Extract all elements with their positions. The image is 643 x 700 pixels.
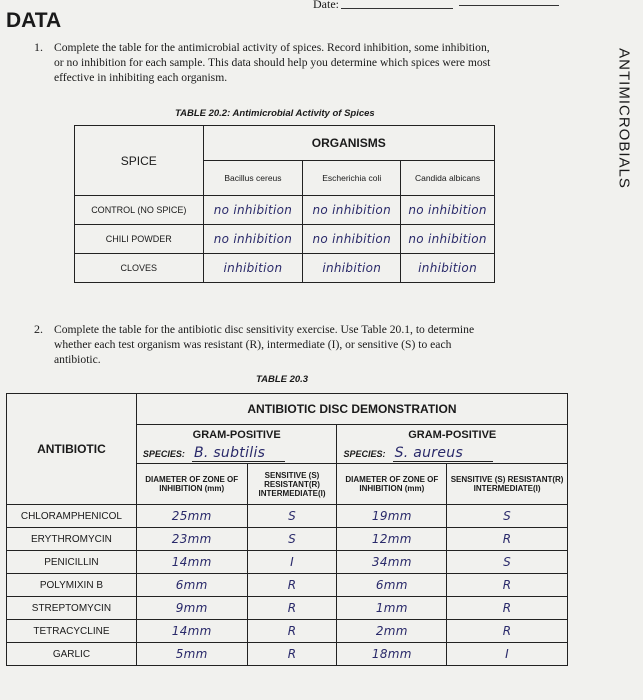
result-cell: I [447,643,568,666]
antibiotic-name: GARLIC [7,643,137,666]
spice-name: CHILI POWDER [75,225,204,254]
antibiotic-name: CHLORAMPHENICOL [7,505,137,528]
question1-number: 1. [34,40,43,54]
zone-cell: 5mm [136,643,247,666]
zone-cell: 19mm [337,505,447,528]
result-cell: no inhibition [401,225,495,254]
zone-cell: 34mm [337,551,447,574]
organism-header: Candida albicans [401,161,495,196]
species-value: B. subtilis [192,445,285,462]
result-cell: R [447,597,568,620]
group2-header [337,425,568,464]
spice-name: CLOVES [75,254,204,283]
spice-table [74,125,495,283]
organism-header: Bacillus cereus [203,161,303,196]
result-cell: S [247,528,337,551]
result-cell: S [247,505,337,528]
date-line [341,8,453,9]
result-cell: inhibition [303,254,401,283]
sri-header: SENSITIVE (S) RESISTANT(R) INTERMEDIATE(I) [447,464,568,505]
question1-line: effective in inhibiting each organism. [54,71,228,84]
antibiotic-name: POLYMIXIN B [7,574,137,597]
table-row [75,225,495,254]
sri-header: SENSITIVE (S) RESISTANT(R) INTERMEDIATE(I) [247,464,337,505]
question1-line: Complete the table for the antimicrobial activity of spices. Record inhibition, some inhibition, [54,41,490,54]
zone-cell: 9mm [136,597,247,620]
result-cell: S [447,505,568,528]
group2-label: GRAM-POSITIVE [408,428,497,441]
table2-title: ANTIBIOTIC DISC DEMONSTRATION [136,394,567,425]
zone-cell: 14mm [136,620,247,643]
result-cell: no inhibition [303,196,401,225]
question1-text [54,40,574,85]
result-cell: no inhibition [401,196,495,225]
result-cell: I [247,551,337,574]
zone-cell: 25mm [136,505,247,528]
result-cell: R [247,620,337,643]
antibiotic-table [6,393,568,666]
table-row [7,528,568,551]
question1-line: or no inhibition for each sample. This data should help you determine which spices were most [54,56,491,69]
date-label: Date: [313,0,339,11]
section-line [459,5,559,6]
table-row [7,597,568,620]
antibiotic-header: ANTIBIOTIC [7,394,137,505]
organism-header: Escherichia coli [303,161,401,196]
diameter-header: DIAMETER OF ZONE OF INHIBITION (mm) [337,464,447,505]
result-cell: R [247,643,337,666]
zone-cell: 18mm [337,643,447,666]
result-cell: R [447,620,568,643]
species-label: SPECIES: [343,448,386,459]
question2-number: 2. [34,322,43,336]
zone-cell: 2mm [337,620,447,643]
group1-label: GRAM-POSITIVE [192,428,281,441]
result-cell: no inhibition [203,196,303,225]
table-row [75,196,495,225]
spice-header: SPICE [75,126,204,196]
species-label: SPECIES: [142,448,185,459]
organisms-header: ORGANISMS [203,126,494,161]
antibiotic-name: ERYTHROMYCIN [7,528,137,551]
table-row [7,574,568,597]
zone-cell: 14mm [136,551,247,574]
diameter-header: DIAMETER OF ZONE OF INHIBITION (mm) [136,464,247,505]
side-label [612,0,632,240]
question2-text [54,322,554,367]
table-row [75,254,495,283]
result-cell: R [447,528,568,551]
table-row [7,620,568,643]
zone-cell: 1mm [337,597,447,620]
result-cell: R [447,574,568,597]
result-cell: no inhibition [303,225,401,254]
question2-line: Complete the table for the antibiotic disc sensitivity exercise. Use Table 20.1, to determine [54,323,475,336]
question2-line: antibiotic. [54,353,101,366]
zone-cell: 6mm [337,574,447,597]
table1-caption: TABLE 20.2: Antimicrobial Activity of Spices [175,108,375,119]
species-value: S. aureus [393,445,493,462]
zone-cell: 6mm [136,574,247,597]
result-cell: S [447,551,568,574]
side-label-text: ANTIMICROBIALS [615,48,633,189]
result-cell: inhibition [401,254,495,283]
result-cell: inhibition [203,254,303,283]
result-cell: R [247,597,337,620]
zone-cell: 12mm [337,528,447,551]
zone-cell: 23mm [136,528,247,551]
spice-name: CONTROL (NO SPICE) [75,196,204,225]
group1-header [136,425,337,464]
antibiotic-name: STREPTOMYCIN [7,597,137,620]
page-title: DATA [6,9,62,32]
table-row [7,643,568,666]
antibiotic-name: TETRACYCLINE [7,620,137,643]
question2-line: whether each test organism was resistant (R), intermediate (I), or sensitive (S) to each [54,338,452,351]
antibiotic-name: PENICILLIN [7,551,137,574]
table-row [7,505,568,528]
table-row [7,551,568,574]
result-cell: no inhibition [203,225,303,254]
result-cell: R [247,574,337,597]
table2-caption: TABLE 20.3 [256,374,309,385]
